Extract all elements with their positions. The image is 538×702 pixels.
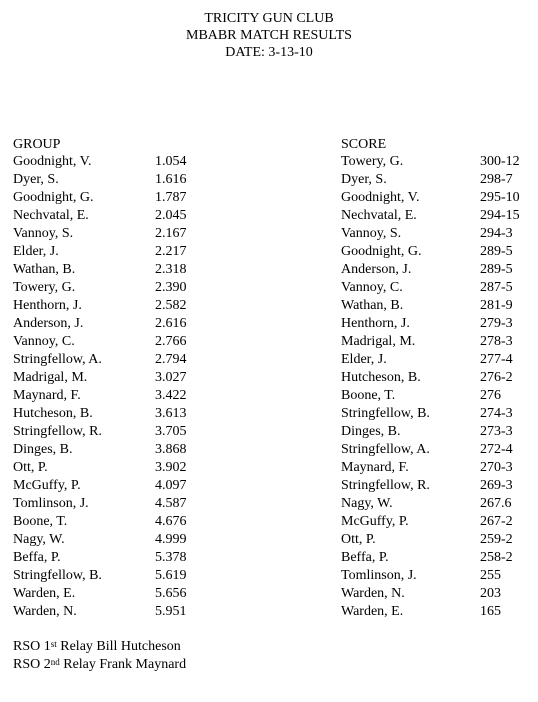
- score-value: 277-4: [480, 352, 513, 367]
- score-value: 258-2: [480, 550, 513, 565]
- shooter-name: Wathan, B.: [13, 262, 76, 277]
- shooter-name: Beffa, P.: [341, 550, 389, 565]
- group-value: 5.378: [155, 550, 187, 565]
- shooter-name: Towery, G.: [341, 154, 404, 169]
- shooter-name: Ott, P.: [341, 532, 376, 547]
- shooter-name: Madrigal, M.: [341, 334, 416, 349]
- group-value: 3.705: [155, 424, 187, 439]
- score-value: 165: [480, 604, 501, 619]
- shooter-name: Towery, G.: [13, 280, 76, 295]
- group-value: 2.582: [155, 298, 187, 313]
- group-value: 3.027: [155, 370, 187, 385]
- shooter-name: Stringfellow, R.: [341, 478, 430, 493]
- shooter-name: Nechvatal, E.: [13, 208, 89, 223]
- shooter-name: Goodnight, V.: [341, 190, 420, 205]
- shooter-name: Warden, N.: [341, 586, 405, 601]
- group-value: 2.318: [155, 262, 187, 277]
- shooter-name: Anderson, J.: [13, 316, 84, 331]
- shooter-name: Tomlinson, J.: [13, 496, 89, 511]
- group-value: 5.619: [155, 568, 187, 583]
- score-value: 255: [480, 568, 501, 583]
- score-column-title: SCORE: [341, 137, 387, 152]
- shooter-name: Stringfellow, R.: [13, 424, 102, 439]
- shooter-name: Dyer, S.: [341, 172, 387, 187]
- shooter-name: Beffa, P.: [13, 550, 61, 565]
- group-value: 4.999: [155, 532, 187, 547]
- score-value: 273-3: [480, 424, 513, 439]
- match-title: MBABR MATCH RESULTS: [186, 28, 352, 43]
- shooter-name: Vannoy, S.: [341, 226, 402, 241]
- shooter-name: Tomlinson, J.: [341, 568, 417, 583]
- score-value: 287-5: [480, 280, 513, 295]
- group-value: 2.616: [155, 316, 187, 331]
- group-value: 3.613: [155, 406, 187, 421]
- group-value: 3.422: [155, 388, 187, 403]
- shooter-name: Dinges, B.: [341, 424, 401, 439]
- document-header: [0, 10, 538, 61]
- score-value: 267.6: [480, 496, 512, 511]
- shooter-name: Boone, T.: [13, 514, 68, 529]
- shooter-name: Goodnight, V.: [13, 154, 92, 169]
- shooter-name: Wathan, B.: [341, 298, 404, 313]
- club-name: TRICITY GUN CLUB: [204, 11, 334, 26]
- group-value: 2.167: [155, 226, 187, 241]
- rso-line-1: RSO 1st Relay Bill Hutcheson: [13, 639, 181, 654]
- score-value: 203: [480, 586, 501, 601]
- shooter-name: Stringfellow, B.: [13, 568, 102, 583]
- shooter-name: Goodnight, G.: [341, 244, 422, 259]
- group-value: 2.766: [155, 334, 187, 349]
- group-value: 2.217: [155, 244, 187, 259]
- group-value: 2.390: [155, 280, 187, 295]
- shooter-name: Vannoy, S.: [13, 226, 74, 241]
- shooter-name: Vannoy, C.: [13, 334, 75, 349]
- group-value: 1.616: [155, 172, 187, 187]
- score-value: 298-7: [480, 172, 513, 187]
- group-value: 1.787: [155, 190, 187, 205]
- group-value: 2.045: [155, 208, 187, 223]
- group-value: 3.868: [155, 442, 187, 457]
- score-value: 276-2: [480, 370, 513, 385]
- score-value: 289-5: [480, 244, 513, 259]
- shooter-name: Vannoy, C.: [341, 280, 403, 295]
- shooter-name: Henthorn, J.: [13, 298, 82, 313]
- group-value: 4.587: [155, 496, 187, 511]
- score-value: 269-3: [480, 478, 513, 493]
- shooter-name: Boone, T.: [341, 388, 396, 403]
- shooter-name: Maynard, F.: [341, 460, 409, 475]
- shooter-name: Madrigal, M.: [13, 370, 88, 385]
- group-value: 4.676: [155, 514, 187, 529]
- score-value: 294-3: [480, 226, 513, 241]
- score-value: 272-4: [480, 442, 513, 457]
- score-value: 289-5: [480, 262, 513, 277]
- group-value: 3.902: [155, 460, 187, 475]
- shooter-name: Henthorn, J.: [341, 316, 410, 331]
- shooter-name: Stringfellow, A.: [13, 352, 102, 367]
- shooter-name: Nechvatal, E.: [341, 208, 417, 223]
- score-value: 259-2: [480, 532, 513, 547]
- shooter-name: Stringfellow, A.: [341, 442, 430, 457]
- shooter-name: Hutcheson, B.: [13, 406, 93, 421]
- group-value: 1.054: [155, 154, 187, 169]
- score-value: 281-9: [480, 298, 513, 313]
- score-value: 294-15: [480, 208, 520, 223]
- group-value: 5.951: [155, 604, 187, 619]
- shooter-name: Dyer, S.: [13, 172, 59, 187]
- rso-notes: [13, 638, 186, 674]
- shooter-name: Ott, P.: [13, 460, 48, 475]
- score-value: 300-12: [480, 154, 520, 169]
- score-value: 295-10: [480, 190, 520, 205]
- score-value: 278-3: [480, 334, 513, 349]
- shooter-name: Warden, E.: [13, 586, 76, 601]
- shooter-name: Hutcheson, B.: [341, 370, 421, 385]
- shooter-name: Goodnight, G.: [13, 190, 94, 205]
- group-value: 4.097: [155, 478, 187, 493]
- score-value: 276: [480, 388, 501, 403]
- group-value: 5.656: [155, 586, 187, 601]
- shooter-name: Nagy, W.: [13, 532, 65, 547]
- shooter-name: Elder, J.: [341, 352, 387, 367]
- group-value: 2.794: [155, 352, 187, 367]
- shooter-name: Maynard, F.: [13, 388, 81, 403]
- match-date: DATE: 3-13-10: [225, 45, 313, 60]
- shooter-name: Elder, J.: [13, 244, 59, 259]
- shooter-name: McGuffy, P.: [13, 478, 81, 493]
- rso-line-2: RSO 2nd Relay Frank Maynard: [13, 657, 187, 672]
- score-value: 270-3: [480, 460, 513, 475]
- shooter-name: Anderson, J.: [341, 262, 412, 277]
- shooter-name: Dinges, B.: [13, 442, 73, 457]
- group-column-title: GROUP: [13, 137, 61, 152]
- score-value: 274-3: [480, 406, 513, 421]
- shooter-name: Stringfellow, B.: [341, 406, 430, 421]
- shooter-name: Nagy, W.: [341, 496, 393, 511]
- score-value: 267-2: [480, 514, 513, 529]
- shooter-name: McGuffy, P.: [341, 514, 409, 529]
- shooter-name: Warden, N.: [13, 604, 77, 619]
- shooter-name: Warden, E.: [341, 604, 404, 619]
- score-value: 279-3: [480, 316, 513, 331]
